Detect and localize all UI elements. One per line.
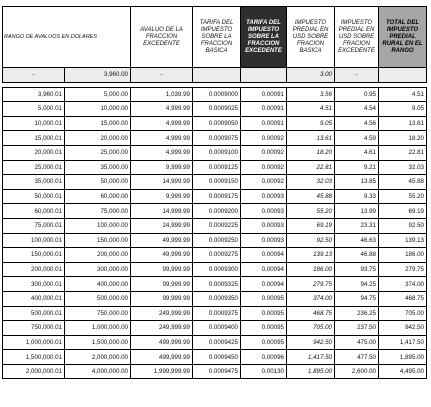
cell-excess-value: 24,999.99: [131, 218, 193, 233]
cell-tax-excess-usd: 46.63: [335, 233, 379, 248]
table-row: [3, 321, 427, 336]
header-tax-rate-excess: TARIFA DEL IMPUESTO SOBRE LA FRACCION EXCEDENTE: [241, 7, 287, 68]
cell-tax-rate-base: 0.0009450: [193, 350, 241, 365]
cell-range-from: 25,000.01: [3, 160, 65, 175]
cell-range-to: 750,000.00: [65, 306, 131, 321]
cell-tax-rate-excess: 0.00094: [241, 277, 287, 292]
table-row: [3, 102, 427, 117]
cell-total: 186.00: [379, 248, 427, 263]
cell-tax-base-usd: 45.88: [287, 189, 335, 204]
cell-tax-rate-excess: 0.00095: [241, 306, 287, 321]
cell-tax-base-usd: 92.50: [287, 233, 335, 248]
cell-tax-rate-excess: 0.00091: [241, 102, 287, 117]
cell-tax-rate-base: 0.0009125: [193, 160, 241, 175]
table-row-initial: [3, 68, 427, 83]
cell-range-from: 400,000.01: [3, 291, 65, 306]
cell-tax-base-usd: 32.03: [287, 175, 335, 190]
table-row: [3, 350, 427, 365]
cell-range-to: 5,000.00: [65, 87, 131, 102]
cell-tax-rate-excess: 0.00092: [241, 175, 287, 190]
cell-tax-rate-excess: 0.00095: [241, 291, 287, 306]
cell-tax-excess-usd: 4.59: [335, 131, 379, 146]
cell-tax-excess-usd: -: [335, 68, 379, 83]
table-header: [3, 7, 427, 68]
cell-excess-value: 1,039.99: [131, 87, 193, 102]
cell-tax-rate-excess: 0.00092: [241, 145, 287, 160]
table-row: [3, 277, 427, 292]
cell-tax-base-usd: 942.50: [287, 335, 335, 350]
cell-tax-base-usd: 22.81: [287, 160, 335, 175]
cell-tax-rate-base: 0.0009325: [193, 277, 241, 292]
cell-tax-excess-usd: 93.75: [335, 262, 379, 277]
cell-tax-excess-usd: 9.21: [335, 160, 379, 175]
cell-excess-value: 4,999.99: [131, 116, 193, 131]
cell-range-from: 3,960.01: [3, 87, 65, 102]
cell-tax-rate-excess: 0.00092: [241, 160, 287, 175]
tax-rate-table-container: [2, 6, 426, 379]
cell-tax-excess-usd: 13.85: [335, 175, 379, 190]
cell-total: 69.19: [379, 204, 427, 219]
table-row: [3, 364, 427, 379]
cell-range-to: 200,000.00: [65, 248, 131, 263]
cell-tax-rate-excess: 0.00091: [241, 87, 287, 102]
cell-tax-excess-usd: 477.50: [335, 350, 379, 365]
cell-excess-value: -: [131, 68, 193, 83]
cell-range-to: 15,000.00: [65, 116, 131, 131]
cell-tax-base-usd: 279.75: [287, 277, 335, 292]
cell-tax-base-usd: 139.13: [287, 248, 335, 263]
cell-tax-base-usd: 705.00: [287, 321, 335, 336]
cell-range-to: 100,000.00: [65, 218, 131, 233]
cell-tax-base-usd: 374.00: [287, 291, 335, 306]
cell-tax-rate-base: 0.0009025: [193, 102, 241, 117]
cell-tax-rate-base: 0.0009250: [193, 233, 241, 248]
cell-range-to: 4,000,000.00: [65, 364, 131, 379]
cell-range-from: 1,000,000.01: [3, 335, 65, 350]
cell-tax-rate-excess: 0.00093: [241, 189, 287, 204]
cell-excess-value: 249,999.99: [131, 321, 193, 336]
cell-tax-excess-usd: 475.00: [335, 335, 379, 350]
cell-range-to: 75,000.00: [65, 204, 131, 219]
cell-tax-base-usd: 1,895.00: [287, 364, 335, 379]
cell-tax-rate-base: 0.0009225: [193, 218, 241, 233]
cell-range-from: 100,000.01: [3, 233, 65, 248]
cell-tax-excess-usd: 0.95: [335, 87, 379, 102]
cell-range-to: 500,000.00: [65, 291, 131, 306]
cell-excess-value: 99,999.99: [131, 262, 193, 277]
cell-tax-rate-base: 0.0009375: [193, 306, 241, 321]
cell-range-to: 50,000.00: [65, 175, 131, 190]
cell-tax-rate-base: 0.0009100: [193, 145, 241, 160]
cell-range-from: 1,500,000.01: [3, 350, 65, 365]
cell-tax-excess-usd: 4.54: [335, 102, 379, 117]
cell-tax-excess-usd: 94.25: [335, 277, 379, 292]
cell-excess-value: 499,999.99: [131, 335, 193, 350]
cell-tax-base-usd: 55.20: [287, 204, 335, 219]
cell-total: 468.75: [379, 291, 427, 306]
cell-range-to: 20,000.00: [65, 131, 131, 146]
cell-tax-base-usd: 13.61: [287, 131, 335, 146]
table-row: [3, 335, 427, 350]
cell-tax-excess-usd: 2,600.00: [335, 364, 379, 379]
cell-total: [379, 68, 427, 83]
cell-tax-excess-usd: 236.25: [335, 306, 379, 321]
cell-tax-rate-base: 0.0009300: [193, 262, 241, 277]
table-row: [3, 189, 427, 204]
cell-range-to: 25,000.00: [65, 145, 131, 160]
cell-range-to: 400,000.00: [65, 277, 131, 292]
cell-range-to: 2,000,000.00: [65, 350, 131, 365]
table-row: [3, 116, 427, 131]
header-range: RANGO DE AVALUOS EN DOLARES: [3, 7, 131, 68]
table-row: [3, 87, 427, 102]
cell-total: 9.05: [379, 102, 427, 117]
cell-range-from: 150,000.01: [3, 248, 65, 263]
cell-excess-value: 1,999,999.99: [131, 364, 193, 379]
table-row: [3, 233, 427, 248]
cell-range-to: 300,000.00: [65, 262, 131, 277]
cell-tax-base-usd: 4.51: [287, 102, 335, 117]
cell-range-from: 50,000.01: [3, 189, 65, 204]
cell-tax-base-usd: 3.00: [287, 68, 335, 83]
table-row: [3, 145, 427, 160]
cell-tax-base-usd: 9.05: [287, 116, 335, 131]
header-tax-rate-base: TARIFA DEL IMPUESTO SOBRE LA FRACCION BASICA: [193, 7, 241, 68]
cell-tax-rate-excess: 0.00092: [241, 131, 287, 146]
cell-total: 4,495.00: [379, 364, 427, 379]
cell-range-to: 1,000,000.00: [65, 321, 131, 336]
cell-excess-value: 49,999.99: [131, 248, 193, 263]
cell-tax-rate-excess: 0.00093: [241, 218, 287, 233]
table-row: [3, 248, 427, 263]
table-row: [3, 291, 427, 306]
cell-range-to: 60,000.00: [65, 189, 131, 204]
cell-tax-excess-usd: 4.56: [335, 116, 379, 131]
cell-tax-rate-excess: 0.00095: [241, 321, 287, 336]
cell-tax-rate-excess: 0.00095: [241, 335, 287, 350]
cell-range-from: 750,000.01: [3, 321, 65, 336]
cell-excess-value: 4,999.99: [131, 131, 193, 146]
cell-tax-rate-base: 0.0009200: [193, 204, 241, 219]
cell-excess-value: 49,999.99: [131, 233, 193, 248]
cell-excess-value: 14,999.99: [131, 175, 193, 190]
cell-total: 279.75: [379, 262, 427, 277]
cell-tax-base-usd: 18.20: [287, 145, 335, 160]
cell-tax-excess-usd: 237.50: [335, 321, 379, 336]
cell-tax-rate-excess: 0.00093: [241, 204, 287, 219]
cell-tax-rate-excess: 0.00094: [241, 262, 287, 277]
cell-excess-value: 9,999.99: [131, 160, 193, 175]
cell-tax-rate-excess: 0.00130: [241, 364, 287, 379]
header-excess-value: AVALUO DE LA FRACCION EXCEDENTE: [131, 7, 193, 68]
cell-tax-rate-base: 0.0009350: [193, 291, 241, 306]
cell-total: 4.51: [379, 87, 427, 102]
cell-range-to: 35,000.00: [65, 160, 131, 175]
header-tax-base-usd: IMPUESTO PREDIAL EN USD SOBRE FRACION BASICA: [287, 7, 335, 68]
table-row: [3, 218, 427, 233]
cell-tax-excess-usd: 23.31: [335, 218, 379, 233]
cell-tax-rate-excess: [241, 68, 287, 83]
cell-range-to: 150,000.00: [65, 233, 131, 248]
cell-tax-rate-base: 0.0009275: [193, 248, 241, 263]
cell-total: 139.13: [379, 233, 427, 248]
cell-tax-rate-base: 0.0009050: [193, 116, 241, 131]
table-body: [3, 68, 427, 379]
cell-range-from: 60,000.01: [3, 204, 65, 219]
cell-tax-rate-base: 0.0009425: [193, 335, 241, 350]
cell-total: 18.20: [379, 131, 427, 146]
cell-total: 942.50: [379, 321, 427, 336]
cell-total: 32.03: [379, 160, 427, 175]
cell-excess-value: 9,999.99: [131, 189, 193, 204]
cell-tax-rate-base: 0.0009400: [193, 321, 241, 336]
table-row: [3, 175, 427, 190]
cell-total: 374.00: [379, 277, 427, 292]
cell-tax-rate-base: 0.0009150: [193, 175, 241, 190]
header-total: TOTAL DEL IMPUESTO PREDIAL RURAL EN EL RANGO: [379, 7, 427, 68]
cell-range-from: 35,000.01: [3, 175, 65, 190]
cell-range-from: 5,000.01: [3, 102, 65, 117]
cell-tax-rate-base: 0.0009075: [193, 131, 241, 146]
cell-excess-value: 4,999.99: [131, 145, 193, 160]
cell-tax-excess-usd: 13.99: [335, 204, 379, 219]
table-row: [3, 262, 427, 277]
cell-tax-rate-excess: 0.00094: [241, 248, 287, 263]
cell-total: 92.50: [379, 218, 427, 233]
cell-range-from: 20,000.01: [3, 145, 65, 160]
cell-tax-excess-usd: 94.75: [335, 291, 379, 306]
cell-tax-rate-excess: 0.00096: [241, 350, 287, 365]
table-row: [3, 160, 427, 175]
cell-range-from: 75,000.01: [3, 218, 65, 233]
cell-tax-base-usd: 186.00: [287, 262, 335, 277]
cell-tax-rate-base: [193, 68, 241, 83]
cell-tax-rate-base: 0.0009475: [193, 364, 241, 379]
cell-range-from: 10,000.01: [3, 116, 65, 131]
cell-tax-excess-usd: 9.33: [335, 189, 379, 204]
table-row: [3, 204, 427, 219]
cell-tax-base-usd: 3.56: [287, 87, 335, 102]
cell-total: 55.20: [379, 189, 427, 204]
cell-range-from: 200,000.01: [3, 262, 65, 277]
cell-range-from: 2,000,000.01: [3, 364, 65, 379]
cell-range-from: 500,000.01: [3, 306, 65, 321]
cell-range-to: 3,960.00: [65, 68, 131, 83]
cell-range-from: 300,000.01: [3, 277, 65, 292]
cell-excess-value: 99,999.99: [131, 277, 193, 292]
cell-range-from: 15,000.01: [3, 131, 65, 146]
cell-range-to: 1,500,000.00: [65, 335, 131, 350]
header-tax-excess-usd: IMPUESTO PREDIAL EN USD SOBRE FRACION EXCEDENTE: [335, 7, 379, 68]
cell-total: 22.81: [379, 145, 427, 160]
cell-tax-base-usd: 468.75: [287, 306, 335, 321]
cell-range-to: 10,000.00: [65, 102, 131, 117]
cell-tax-rate-base: 0.0009175: [193, 189, 241, 204]
cell-excess-value: 499,999.99: [131, 350, 193, 365]
cell-total: 705.00: [379, 306, 427, 321]
cell-excess-value: 14,999.99: [131, 204, 193, 219]
cell-total: 1,417.50: [379, 335, 427, 350]
cell-total: 1,895.00: [379, 350, 427, 365]
cell-tax-excess-usd: 46.88: [335, 248, 379, 263]
cell-total: 45.88: [379, 175, 427, 190]
cell-tax-excess-usd: 4.61: [335, 145, 379, 160]
cell-excess-value: 249,999.99: [131, 306, 193, 321]
table-row: [3, 306, 427, 321]
cell-range-from: -: [3, 68, 65, 83]
cell-tax-base-usd: 1,417.50: [287, 350, 335, 365]
cell-excess-value: 99,999.99: [131, 291, 193, 306]
cell-tax-rate-base: 0.0009000: [193, 87, 241, 102]
cell-tax-base-usd: 69.19: [287, 218, 335, 233]
cell-tax-rate-excess: 0.00093: [241, 233, 287, 248]
cell-excess-value: 4,999.99: [131, 102, 193, 117]
cell-total: 13.61: [379, 116, 427, 131]
cell-tax-rate-excess: 0.00091: [241, 116, 287, 131]
tax-rate-table: [2, 6, 427, 379]
table-row: [3, 131, 427, 146]
